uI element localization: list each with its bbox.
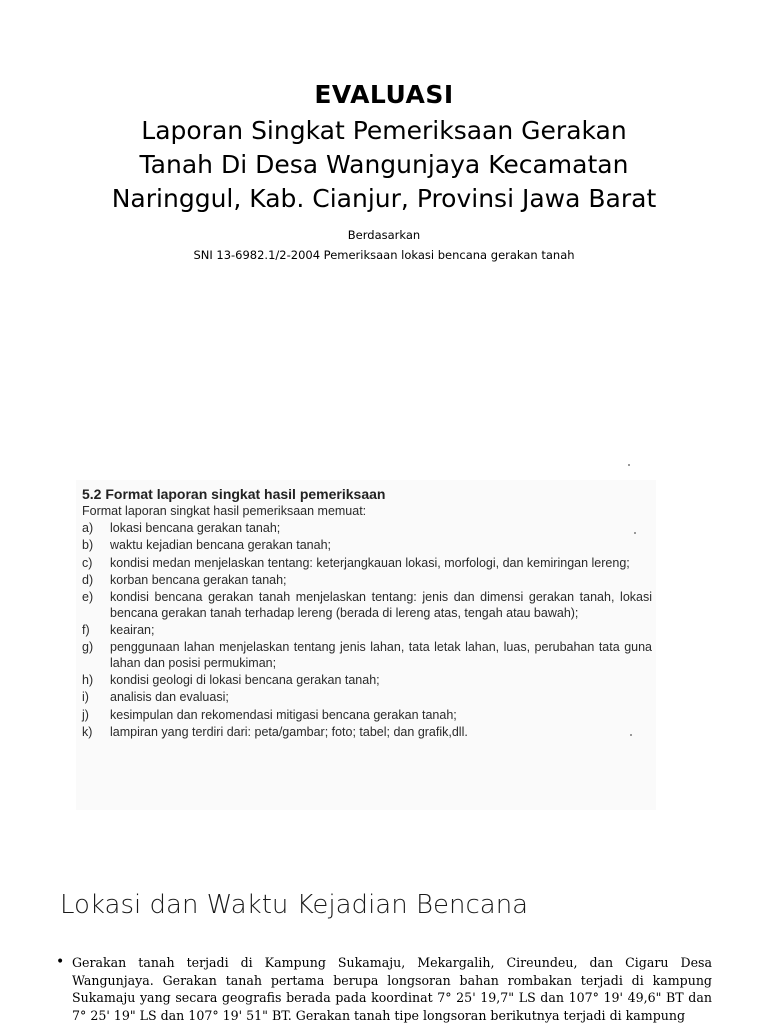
list-item	[82, 556, 652, 572]
basis-label: Berdasarkan	[347, 228, 421, 242]
item-letter: k)	[82, 724, 93, 739]
item-letter: a)	[82, 521, 94, 535]
item-text: keairan;	[110, 622, 155, 637]
body-paragraph: Gerakan tanah terjadi di Kampung Sukamaju, Mekargalih, Cireundeu, dan Cigaru Desa Wangunjaya. Gerakan tanah pertama berupa longsoran bahan rombakan terjadi di kampung Sukamaju yang secara geografis berada pada koordinat 7° 25' 19,7" LS dan 107° 19' 49,6" BT dan 7° 25' 19" LS dan 107° 19' 51" BT. Gerakan tanah tipe longsoran berikutnya terjadi di kampung	[72, 955, 712, 1023]
page-title: EVALUASI	[314, 80, 454, 109]
page-subtitle	[0, 114, 768, 216]
item-text: kondisi bencana gerakan tanah menjelaskan tentang: jenis dan dimensi gerakan tanah, lokasi bencana gerakan tanah terhadap lereng (berada di lereng atas, tengah atau bawah);	[110, 590, 652, 620]
list-item	[82, 573, 652, 589]
list-item	[82, 590, 652, 621]
subtitle-line: Laporan Singkat Pemeriksaan Gerakan	[141, 116, 627, 145]
item-text: analisis dan evaluasi;	[110, 690, 229, 705]
excerpt-list	[82, 521, 652, 742]
list-item	[82, 538, 652, 554]
scan-speck	[628, 464, 630, 466]
scanned-standard-excerpt	[76, 480, 656, 810]
list-item	[82, 521, 652, 537]
item-text: korban bencana gerakan tanah;	[110, 572, 287, 587]
bullet-icon: •	[56, 954, 65, 970]
list-item	[82, 673, 652, 689]
list-item	[82, 725, 652, 741]
list-item	[82, 708, 652, 724]
basis-standard: SNI 13-6982.1/2-2004 Pemeriksaan lokasi bencana gerakan tanah	[193, 248, 575, 262]
item-text: kesimpulan dan rekomendasi mitigasi bencana gerakan tanah;	[110, 707, 457, 722]
item-letter: g)	[82, 640, 94, 655]
excerpt-intro: Format laporan singkat hasil pemeriksaan memuat:	[82, 504, 367, 518]
subtitle-line: Naringgul, Kab. Cianjur, Provinsi Jawa Barat	[111, 184, 657, 213]
item-letter: f)	[82, 622, 90, 637]
body-bullet	[56, 954, 712, 1024]
list-item	[82, 640, 652, 671]
item-letter: c)	[82, 555, 93, 570]
item-text: lokasi bencana gerakan tanah;	[110, 521, 281, 535]
excerpt-heading: 5.2 Format laporan singkat hasil pemeriksaan	[82, 486, 386, 502]
item-text: lampiran yang terdiri dari: peta/gambar; foto; tabel; dan grafik,dll.	[110, 724, 468, 739]
section-title: Lokasi dan Waktu Kejadian Bencana	[60, 890, 529, 920]
item-letter: h)	[82, 673, 94, 688]
item-text: waktu kejadian bencana gerakan tanah;	[110, 538, 331, 553]
item-letter: b)	[82, 538, 94, 553]
item-letter: d)	[82, 572, 94, 587]
list-item	[82, 623, 652, 639]
scan-speck	[630, 734, 632, 736]
item-text: kondisi medan menjelaskan tentang: keterjangkauan lokasi, morfologi, dan kemiringan lereng;	[110, 555, 630, 570]
item-letter: e)	[82, 590, 94, 605]
subtitle-line: Tanah Di Desa Wangunjaya Kecamatan	[139, 150, 629, 179]
list-item	[82, 690, 652, 706]
item-text: penggunaan lahan menjelaskan tentang jenis lahan, tata letak lahan, luas, perubahan tata guna lahan dan posisi permukiman;	[110, 640, 652, 670]
item-letter: i)	[82, 690, 89, 705]
scan-speck	[634, 532, 636, 534]
item-text: kondisi geologi di lokasi bencana gerakan tanah;	[110, 673, 380, 688]
item-letter: j)	[82, 707, 89, 722]
